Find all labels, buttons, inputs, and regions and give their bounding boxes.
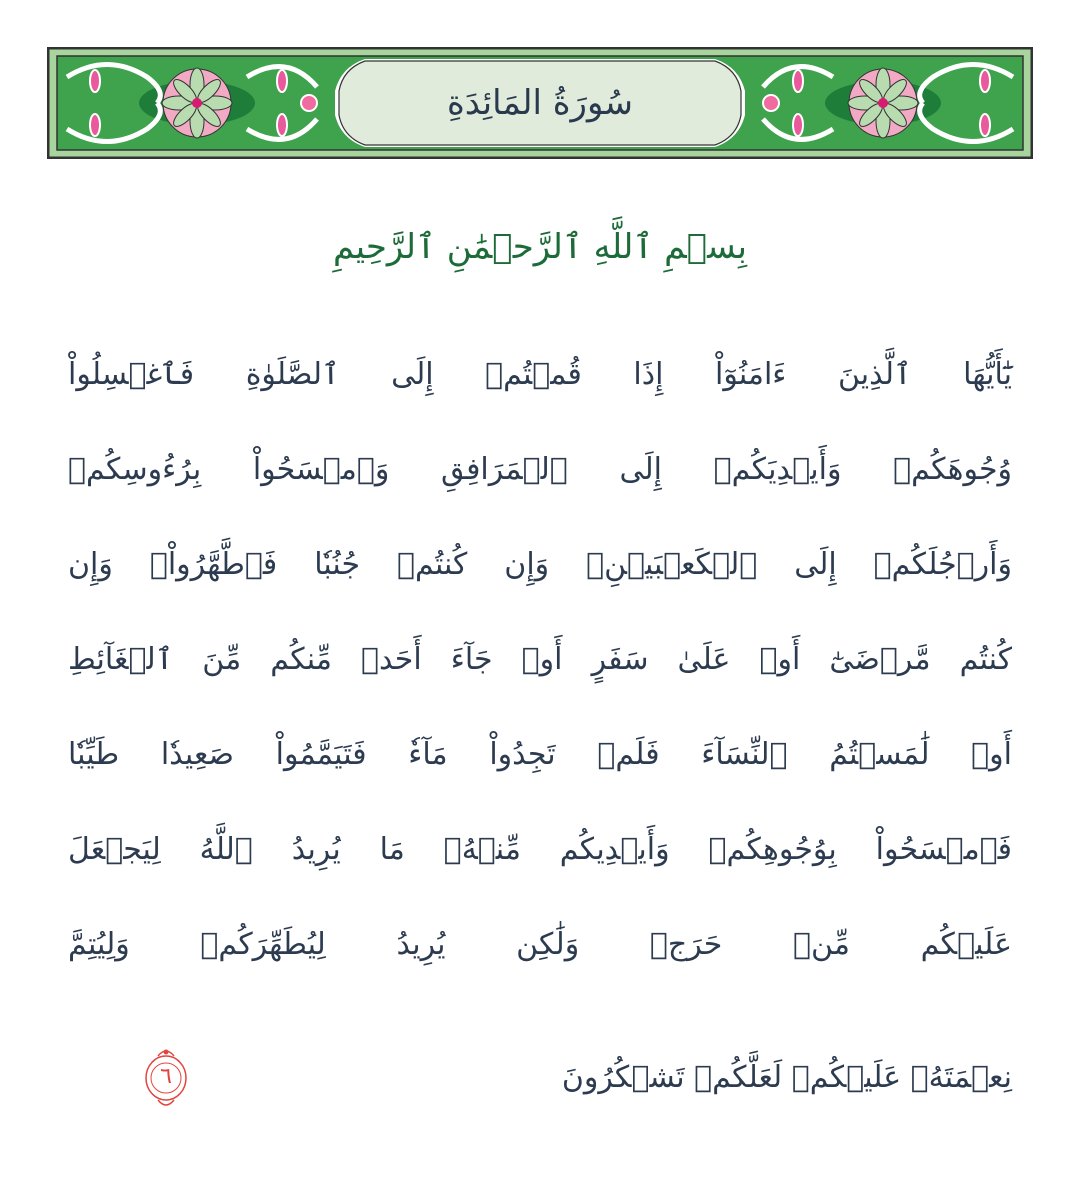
verse-line-3: وَأَرۡجُلَكُمۡ إِلَى ٱلۡكَعۡبَيۡنِۚ وَإِن كُنتُمۡ جُنُبٗا فَٱطَّهَّرُواْۚ وَإِن bbox=[68, 547, 1012, 582]
verse-line-7: عَلَيۡكُم مِّنۡ حَرَجٖ وَلَٰكِن يُرِيدُ لِيُطَهِّرَكُمۡ وَلِيُتِمَّ bbox=[68, 927, 1012, 962]
verse-line-6: فَٱمۡسَحُواْ بِوُجُوهِكُمۡ وَأَيۡدِيكُم مِّنۡهُۚ مَا يُرِيدُ ٱللَّهُ لِيَجۡعَلَ bbox=[68, 832, 1012, 867]
verse-line-1: يَٰٓأَيُّهَا ٱلَّذِينَ ءَامَنُوٓاْ إِذَا قُمۡتُمۡ إِلَى ٱلصَّلَوٰةِ فَٱغۡسِلُواْ bbox=[68, 357, 1012, 392]
verse-line-2: وُجُوهَكُمۡ وَأَيۡدِيَكُمۡ إِلَى ٱلۡمَرَافِقِ وَٱمۡسَحُواْ بِرُءُوسِكُمۡ bbox=[68, 452, 1012, 487]
ayah-end-marker bbox=[142, 1046, 190, 1110]
surah-title: سُورَةُ المَائِدَةِ bbox=[446, 83, 634, 123]
verse-line-8: نِعۡمَتَهُۥ عَلَيۡكُمۡ لَعَلَّكُمۡ تَشۡكُرُونَ bbox=[561, 1060, 1012, 1095]
verse-line-4: كُنتُم مَّرۡضَىٰٓ أَوۡ عَلَىٰ سَفَرٍ أَوۡ جَآءَ أَحَدٞ مِّنكُم مِّنَ ٱلۡغَآئِطِ bbox=[68, 642, 1012, 677]
ayah-number: ٦ bbox=[160, 1064, 172, 1089]
surah-header-banner bbox=[47, 47, 1033, 159]
verse-line-5: أَوۡ لَٰمَسۡتُمُ ٱلنِّسَآءَ فَلَمۡ تَجِدُواْ مَآءٗ فَتَيَمَّمُواْ صَعِيدٗا طَيِّبٗا bbox=[68, 737, 1012, 772]
basmala: بِسۡمِ ٱللَّهِ ٱلرَّحۡمَٰنِ ٱلرَّحِيمِ bbox=[333, 227, 747, 267]
